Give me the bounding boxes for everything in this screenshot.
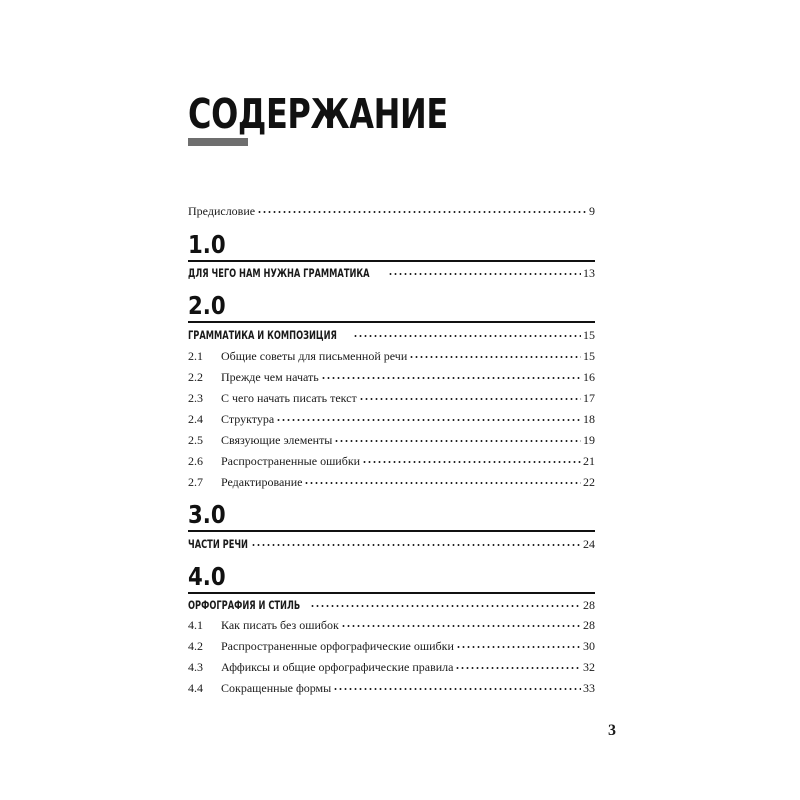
toc-entry[interactable] <box>188 347 595 365</box>
toc-entry-page: 21 <box>583 454 595 468</box>
toc-entry-page: 19 <box>583 433 595 447</box>
toc-section-label: ОРФОГРАФИЯ И СТИЛЬ <box>188 598 301 612</box>
toc-entry-label: Сокращенные формы <box>221 681 332 695</box>
toc-entry-label: Распространенные ошибки <box>221 454 361 468</box>
toc-entry[interactable] <box>188 658 595 676</box>
toc-entry-label: Редактирование <box>221 475 303 489</box>
toc-entry-label: Предисловие <box>188 204 256 218</box>
toc-entry[interactable] <box>188 431 595 449</box>
toc-section-heading[interactable] <box>188 535 595 553</box>
toc-entry-label: Распространенные орфографические ошибки <box>221 639 454 653</box>
dot-leader <box>334 431 581 443</box>
toc-entry-number: 2.1 <box>188 349 203 363</box>
toc-section-label: ЧАСТИ РЕЧИ <box>188 537 248 551</box>
toc-entry-preface[interactable] <box>188 202 595 220</box>
toc-entry[interactable] <box>188 389 595 407</box>
toc-entry-page: 15 <box>583 328 595 342</box>
toc-entry-number: 2.4 <box>188 412 203 426</box>
toc-entry[interactable] <box>188 368 595 386</box>
section-number: 4.0 <box>188 562 226 591</box>
section-underline <box>188 321 595 323</box>
toc-entry-label: Общие советы для письменной речи <box>221 349 408 363</box>
toc-section-label: ДЛЯ ЧЕГО НАМ НУЖНА ГРАММАТИКА <box>188 266 370 280</box>
toc-entry-page: 28 <box>583 618 595 632</box>
toc-entry-page: 9 <box>589 204 595 218</box>
toc-section-heading[interactable] <box>188 264 595 282</box>
toc-entry-page: 30 <box>583 639 595 653</box>
dot-leader <box>304 473 581 485</box>
toc-entry-page: 17 <box>583 391 595 405</box>
toc-entry[interactable] <box>188 679 595 697</box>
toc-entry-page: 32 <box>583 660 595 674</box>
toc-entry[interactable] <box>188 410 595 428</box>
toc-section-heading[interactable] <box>188 596 595 614</box>
dot-leader <box>353 326 581 338</box>
toc-entry-number: 2.3 <box>188 391 203 405</box>
dot-leader <box>456 637 581 649</box>
dot-leader <box>341 616 581 628</box>
toc-entry-label: Как писать без ошибок <box>221 618 339 632</box>
section-underline <box>188 530 595 532</box>
toc-entry-page: 28 <box>583 598 595 612</box>
toc-entry-page: 33 <box>583 681 595 695</box>
toc-entry-page: 15 <box>583 349 595 363</box>
dot-leader <box>257 202 587 214</box>
dot-leader <box>359 389 581 401</box>
page-number: 3 <box>608 722 616 739</box>
toc-section-heading[interactable] <box>188 326 595 344</box>
toc-entry-number: 4.1 <box>188 618 203 632</box>
toc-entry-number: 2.6 <box>188 454 203 468</box>
toc-entry-label: С чего начать писать текст <box>221 391 357 405</box>
toc-entry-label: Структура <box>221 412 275 426</box>
toc-entry-label: Связующие элементы <box>221 433 333 447</box>
dot-leader <box>333 679 581 691</box>
toc-entry-number: 4.2 <box>188 639 203 653</box>
toc-entry-number: 2.7 <box>188 475 203 489</box>
toc-entry-number: 4.3 <box>188 660 203 674</box>
dot-leader <box>251 535 581 547</box>
toc-entry[interactable] <box>188 616 595 634</box>
dot-leader <box>310 596 581 608</box>
toc-entry-page: 24 <box>583 537 595 551</box>
toc-entry[interactable] <box>188 452 595 470</box>
toc-entry[interactable] <box>188 637 595 655</box>
toc-entry-number: 4.4 <box>188 681 203 695</box>
dot-leader <box>321 368 581 380</box>
toc-entry-page: 22 <box>583 475 595 489</box>
section-number: 2.0 <box>188 291 226 320</box>
title-accent-bar <box>188 138 248 146</box>
toc-entry-number: 2.2 <box>188 370 203 384</box>
toc-entry-number: 2.5 <box>188 433 203 447</box>
dot-leader <box>388 264 581 276</box>
dot-leader <box>409 347 581 359</box>
toc-entry-label: Аффиксы и общие орфографические правила <box>221 660 454 674</box>
section-number: 3.0 <box>188 500 226 529</box>
section-underline <box>188 260 595 262</box>
toc-entry-label: Прежде чем начать <box>221 370 319 384</box>
toc-entry[interactable] <box>188 473 595 491</box>
section-number: 1.0 <box>188 230 226 259</box>
dot-leader <box>455 658 581 670</box>
page-title: СОДЕРЖАНИЕ <box>188 90 448 138</box>
toc-entry-page: 18 <box>583 412 595 426</box>
section-underline <box>188 592 595 594</box>
dot-leader <box>276 410 581 422</box>
toc-entry-page: 13 <box>583 266 595 280</box>
dot-leader <box>362 452 581 464</box>
toc-section-label: ГРАММАТИКА И КОМПОЗИЦИЯ <box>188 328 337 342</box>
toc-entry-page: 16 <box>583 370 595 384</box>
